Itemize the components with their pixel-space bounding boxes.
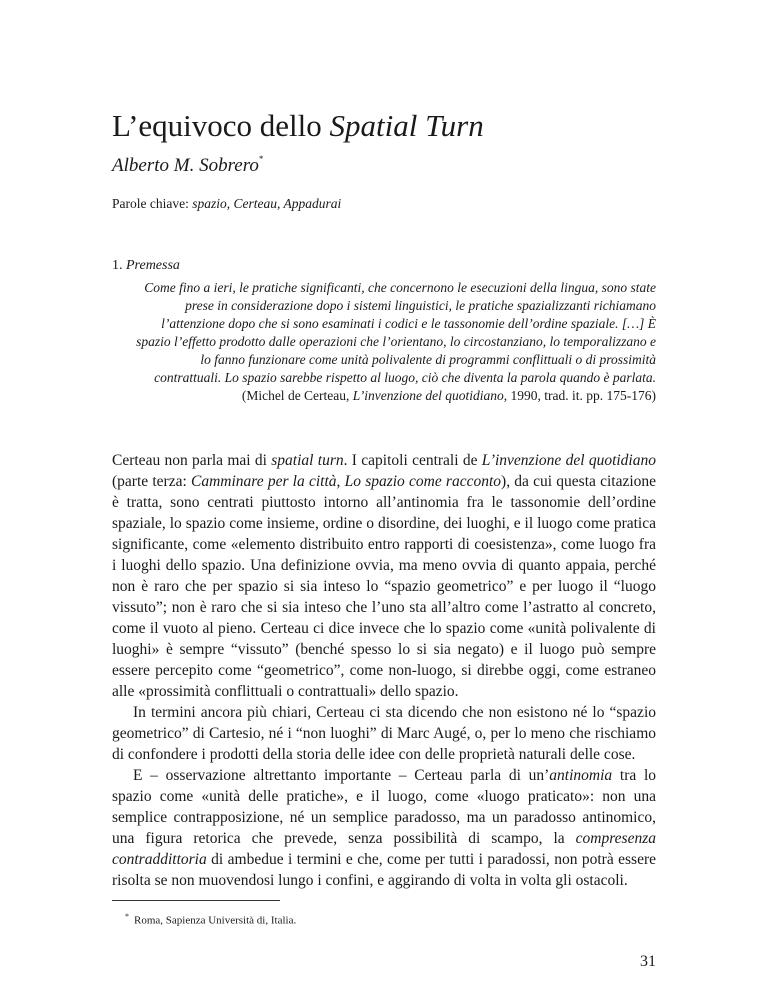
source-prefix: (Michel de Certeau, xyxy=(241,388,353,403)
section-heading xyxy=(112,258,180,274)
p1-text: ), da cui questa citazione è tratta, sono centrati piuttosto intorno all’antinomia fra le tassonomie dell’ordine spaziale, lo spazio come insieme, ordine o disordine, dei luoghi, e il luogo come pratica significante, come «elemento distribuito entro rapporti di coesistenza», come luogo fra i luoghi dello spazio. Una definizione ovvia, ma meno ovvia di quanto appaia, perché non è raro che per spazio si sia inteso lo “spazio geometrico” e per luogo il “luogo vissuto”; non è raro che si sia inteso che l’uno sta all’altro come l’astratto al concreto, come il vuoto al pieno. Certeau ci dice invece che lo spazio come «unità polivalente di luoghi» è sempre “vissuto” (benché spesso lo si sia negato) e il luogo può sempre essere percepito come “geometrico”, come non-luogo, si direbbe oggi, come estraneo alle «prossimità conflittuali o contrattuali» dello spazio. xyxy=(112,473,657,700)
footnote-marker: * xyxy=(125,912,129,921)
p3-italic: compresenza contraddittoria xyxy=(112,830,656,868)
page-number: 31 xyxy=(640,953,656,970)
p3-italic: antinomia xyxy=(549,767,613,784)
author-line xyxy=(112,154,263,177)
footnote xyxy=(125,912,296,927)
p3-text: di ambedue i termini e che, come per tutti i paradossi, non potrà essere risolta se non muovendosi lungo i confini, e aggirando di volta in volta gli ostacoli. xyxy=(112,851,656,889)
paper-page xyxy=(112,0,656,994)
p1-text: Certeau non parla mai di xyxy=(112,452,272,469)
p1-italic: spatial turn xyxy=(271,452,344,469)
body-text xyxy=(112,450,656,891)
paragraph-2: In termini ancora più chiari, Certeau ci sta dicendo che non esistono né lo “spazio geometrico” di Cartesio, né i “non luoghi” di Marc Augé, o, per lo meno che rischiamo di confondere i prodotti della storia delle idee con delle proprietà naturali delle cose. xyxy=(112,704,656,763)
p1-italic: Lo spazio come racconto xyxy=(344,473,502,490)
epigraph-source xyxy=(136,387,656,405)
keywords-label: Parole chiave: xyxy=(112,196,193,211)
title-text: L’equivoco dello xyxy=(112,108,330,143)
footnote-rule xyxy=(112,900,280,901)
p1-italic: L’invenzione del quotidiano xyxy=(481,452,656,469)
source-book-title: L’invenzione del quotidiano xyxy=(352,388,504,403)
p1-italic: Camminare per la città xyxy=(190,473,337,490)
epigraph-quote: Come fino a ieri, le pratiche significanti, che concernono le esecuzioni della lingua, sono state prese in considerazione dopo i sistemi linguistici, le pratiche spazializzanti richiamano l’attenzione dopo che si sono esaminati i codici e le tassonomie dell’ordine spaziale. […] È spazio l’effetto prodotto dalle operazioni che l’orientano, lo circostanziano, lo temporalizzano e lo fanno funzionare come unità polivalente di programmi conflittuali o di prossimità contrattuali. Lo spazio sarebbe rispetto al luogo, ciò che diventa la parola quando è parlata. xyxy=(136,280,656,385)
keywords-terms: spazio, Certeau, Appadurai xyxy=(192,196,342,211)
author-footnote-marker: * xyxy=(258,154,264,164)
keywords-line xyxy=(112,196,341,212)
p1-text: (parte terza: xyxy=(112,473,191,490)
paragraph-3 xyxy=(112,765,656,891)
p3-text: E – osservazione altrettanto importante – Certeau parla di un’ xyxy=(133,767,550,784)
article-title xyxy=(112,108,484,144)
paragraph-1 xyxy=(112,450,656,702)
p1-text: . I capitoli centrali de xyxy=(343,452,482,469)
section-title: Premessa xyxy=(126,258,180,273)
p3-text: tra lo spazio come «unità delle pratiche», e il luogo, come «luogo praticato»: non una semplice contrapposizione, né un semplice paradosso, ma un paradosso antinomico, una figura retorica che prevede, senza possibilità di scampo, la xyxy=(112,767,656,847)
footnote-text: Roma, Sapienza Università di, Italia. xyxy=(134,914,297,927)
p1-text: , xyxy=(336,473,345,490)
source-suffix: , 1990, trad. it. pp. 175-176) xyxy=(503,388,656,403)
section-number: 1. xyxy=(112,258,126,273)
author-name: Alberto M. Sobrero xyxy=(112,155,259,176)
title-italic: Spatial Turn xyxy=(329,108,484,143)
